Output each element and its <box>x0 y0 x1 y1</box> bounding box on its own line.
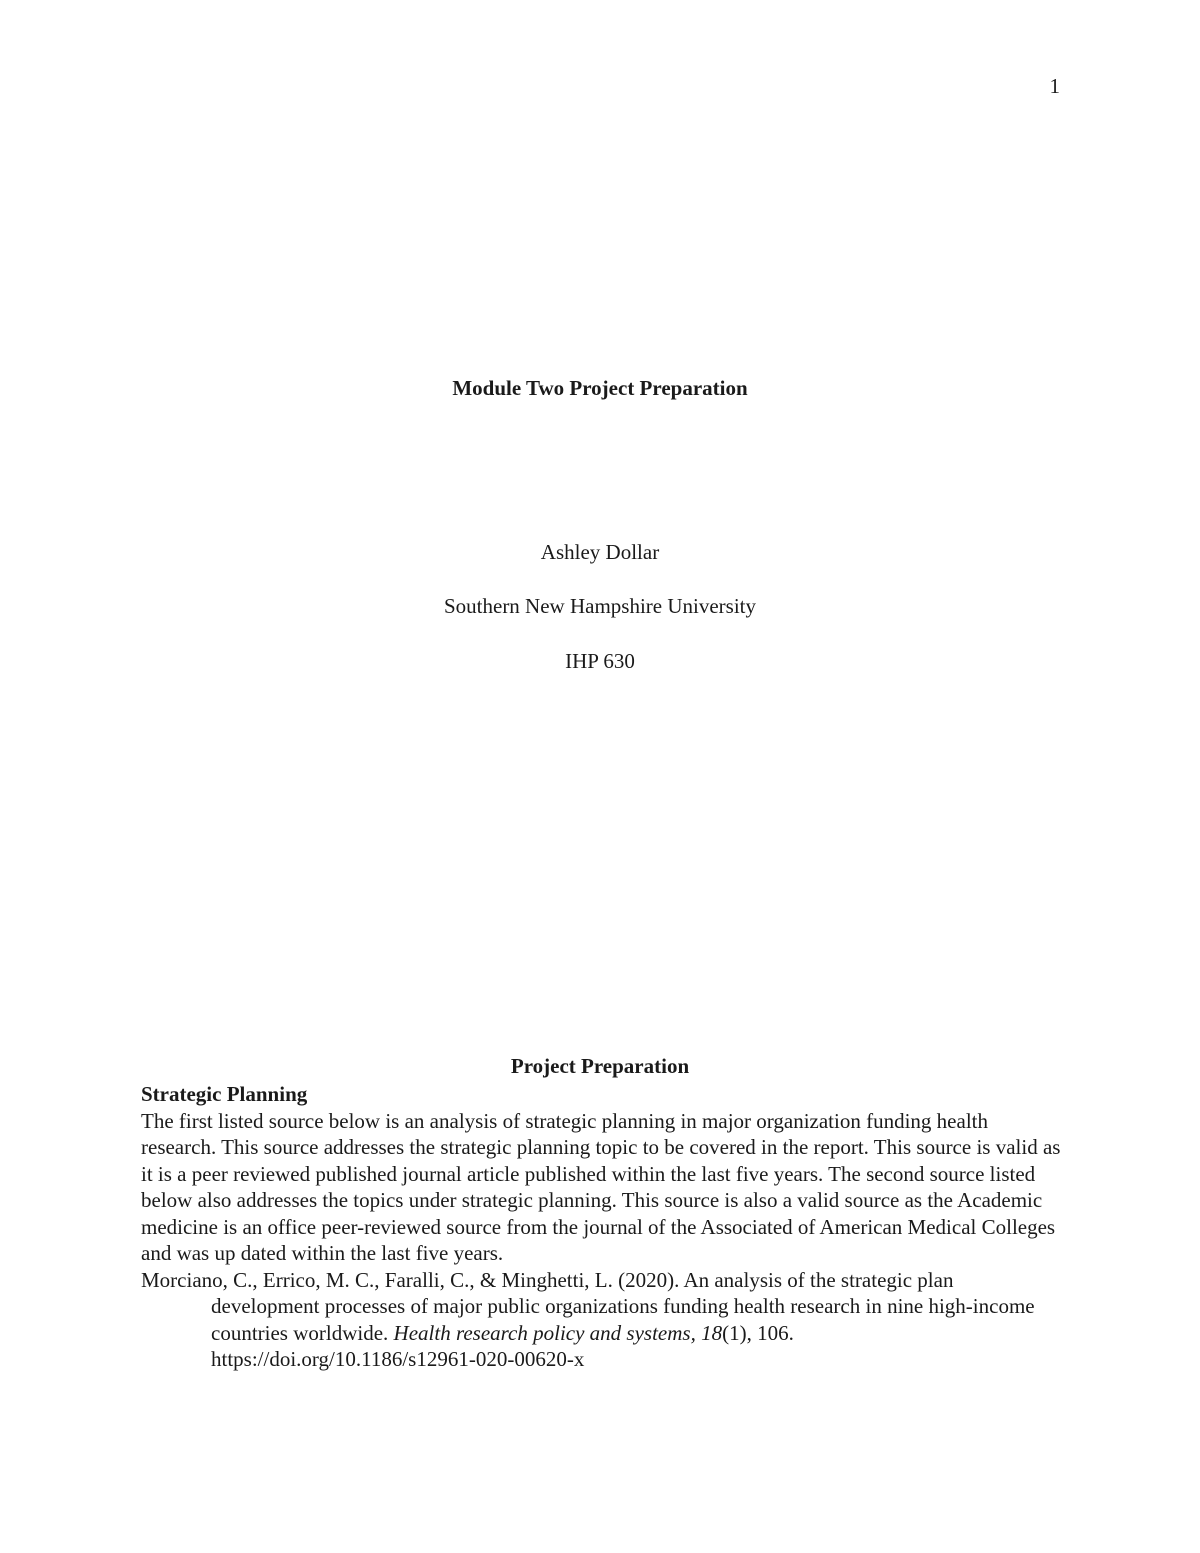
reference-entry <box>141 1267 1061 1373</box>
reference-issue-pages: (1), 106. <box>722 1320 794 1345</box>
reference-authors-title: Morciano, C., Errico, M. C., Faralli, C., & Minghetti, L. (2020). An analysis of the strategic plan development processes of major public organizations funding health research in nine high-income countries worldwide. <box>141 1267 1035 1345</box>
reference-doi: https://doi.org/10.1186/s12961-020-00620-x <box>211 1347 585 1371</box>
reference-journal: Health research policy and systems, 18 <box>393 1320 723 1345</box>
page-number: 1 <box>1049 74 1060 98</box>
paper-title: Module Two Project Preparation <box>452 376 748 400</box>
author-name: Ashley Dollar <box>540 540 660 564</box>
institution-name: Southern New Hampshire University <box>443 594 757 618</box>
body-paragraph: The first listed source below is an analysis of strategic planning in major organization funding health research. This source addresses the strategic planning topic to be covered in the report. This source is valid as it is a peer reviewed published journal article published within the last five years. The second source listed below also addresses the topics under strategic planning. This source is also a valid source as the Academic medicine is an office peer-reviewed source from the journal of the Associated of American Medical Colleges and was up dated within the last five years. <box>141 1108 1061 1265</box>
subheading-strategic-planning: Strategic Planning <box>141 1082 308 1106</box>
course-code: IHP 630 <box>565 649 635 673</box>
section-title: Project Preparation <box>510 1054 690 1078</box>
body-content <box>141 1081 1061 1373</box>
